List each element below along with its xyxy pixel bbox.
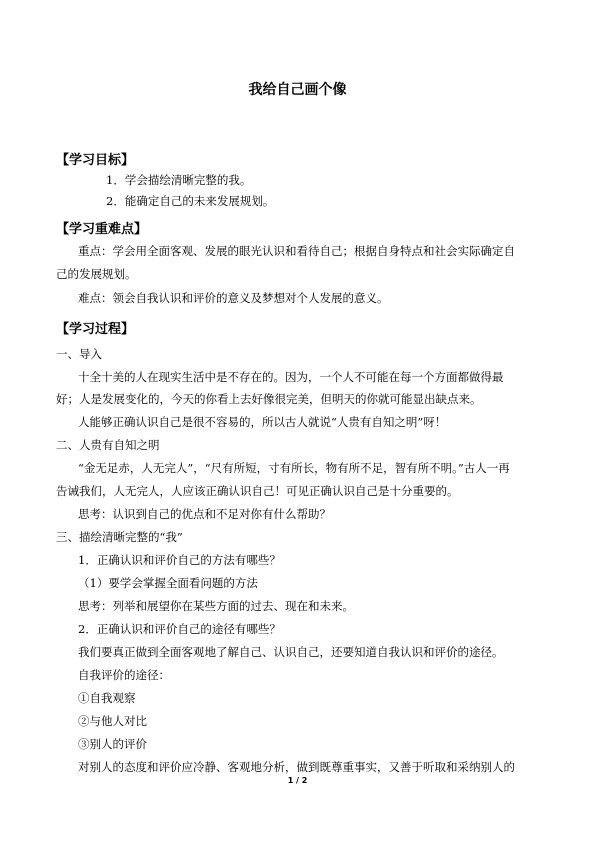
part2-paragraph-line-2: 告诫我们，人无完人，人应该正确认识自己！可见正确认识自己是十分重要的。 xyxy=(56,484,459,498)
page-title: 我给自己画个像 xyxy=(248,82,347,98)
difficulty-line: 难点：领会自我认识和评价的意义及梦想对个人发展的意义。 xyxy=(78,291,389,305)
part1-paragraph-line-1: 十全十美的人在现实生活中是不存在的。因为，一个人不可能在每一个方面都做得最 xyxy=(78,370,504,384)
last-paragraph-line: 对别人的态度和评价应冷静、客观地分析，做到既尊重事实，又善于听取和采纳别人的 xyxy=(78,760,515,774)
evaluation-way-3: ③别人的评价 xyxy=(78,737,147,751)
part2-paragraph-line-1: “金无足赤，人无完人”，“尺有所短，寸有所长，物有所不足，智有所不明。”古人一再 xyxy=(78,461,510,475)
heading-key-points: 【学习重难点】 xyxy=(56,222,148,237)
goal-item-2: 2．能确定自己的未来发展规划。 xyxy=(106,194,275,208)
part2-title: 二、人贵有自知之明 xyxy=(56,438,160,452)
heading-learning-goals: 【学习目标】 xyxy=(56,153,135,168)
part1-paragraph-2: 人能够正确认识自己是很不容易的，所以古人就说“人贵有自知之明”呀！ xyxy=(78,415,447,429)
question-1-think: 思考：列举和展望你在某些方面的过去、现在和未来。 xyxy=(78,599,354,613)
question-2: 2．正确认识和评价自己的途径有哪些？ xyxy=(78,622,281,636)
evaluation-way-1: ①自我观察 xyxy=(78,691,136,705)
question-1-sub: （1）要学会掌握全面看问题的方法 xyxy=(78,576,258,590)
focus-line-2: 己的发展规划。 xyxy=(56,267,137,281)
part1-paragraph-line-2: 好；人是发展变化的，今天的你看上去好像很完美，但明天的你就可能显出缺点来。 xyxy=(56,392,482,406)
question-1: 1．正确认识和评价自己的方法有哪些？ xyxy=(78,553,281,567)
part2-think: 思考：认识到自己的优点和不足对你有什么帮助？ xyxy=(78,507,331,521)
question-2-paragraph-2: 自我评价的途径： xyxy=(78,668,170,682)
part3-title: 三、描绘清晰完整的“我” xyxy=(56,530,183,544)
part1-title: 一、导入 xyxy=(56,347,102,361)
evaluation-way-2: ②与他人对比 xyxy=(78,714,147,728)
question-2-paragraph-1: 我们要真正做到全面客观地了解自己、认识自己，还要知道自我认识和评价的途径。 xyxy=(78,645,504,659)
heading-learning-process: 【学习过程】 xyxy=(56,322,135,337)
focus-line-1: 重点：学会用全面客观、发展的眼光认识和看待自己；根据自身特点和社会实际确定自 xyxy=(78,244,515,258)
goal-item-1: 1．学会描绘清晰完整的我。 xyxy=(106,173,252,187)
page-number: 1 / 2 xyxy=(287,776,308,785)
